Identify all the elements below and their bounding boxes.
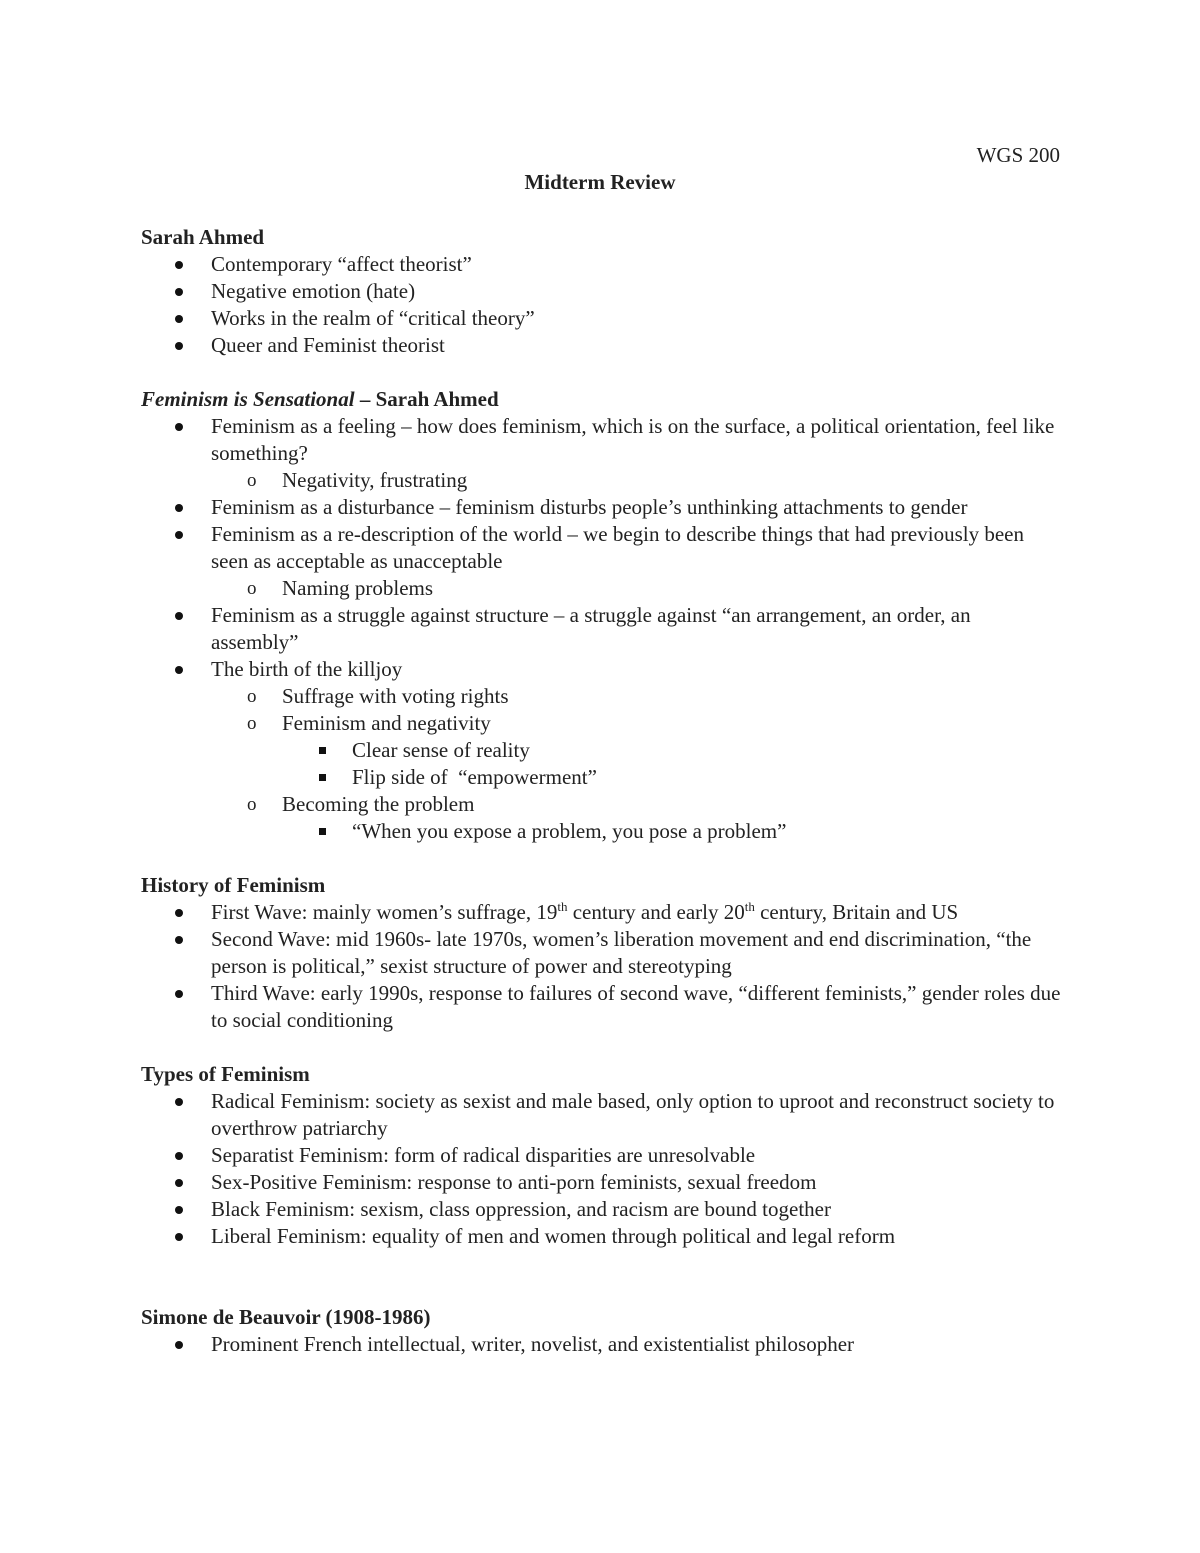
sub-list-item [141,575,1061,602]
bullet-icon [175,1341,183,1349]
list-item-text: Separatist Feminism: form of radical disparities are unresolvable [211,1143,756,1167]
list-item-text: The birth of the killjoy [211,657,403,681]
bullet-icon [175,612,183,620]
circle-bullet-icon: o [247,686,257,707]
bullet-icon [175,531,183,539]
heading-author: – Sarah Ahmed [354,387,499,411]
bullet-icon [175,936,183,944]
list-item-text: Becoming the problem [282,792,475,816]
list-item-text: Prominent French intellectual, writer, novelist, and existentialist philosopher [211,1332,855,1356]
list-item-text: Negativity, frustrating [282,468,468,492]
course-code: WGS 200 [976,143,1060,167]
square-bullet-icon [319,747,326,754]
list-item-text: Works in the realm of “critical theory” [211,306,535,330]
text-run: century and early 20 [567,900,745,924]
section-heading-simone-de-beauvoir: Simone de Beauvoir (1908-1986) [141,1305,431,1329]
bullet-icon [175,504,183,512]
sub-list-item [141,791,1061,818]
bullet-icon [175,666,183,674]
list-item [141,1196,1061,1223]
list-item-text: Contemporary “affect theorist” [211,252,472,276]
sub-list-item [141,683,1061,710]
list-item [141,1331,1061,1358]
square-bullet-icon [319,774,326,781]
section-heading-feminism-is-sensational [141,386,1061,413]
bullet-icon [175,990,183,998]
list-item [141,521,1061,575]
bullet-icon [175,1098,183,1106]
bullet-list [141,413,1061,845]
list-item-text: Sex-Positive Feminism: response to anti-porn feminists, sexual freedom [211,1170,817,1194]
list-item [141,1088,1061,1142]
circle-bullet-icon: o [247,713,257,734]
list-item [141,1169,1061,1196]
book-title: Feminism is Sensational [141,387,355,411]
list-item [141,494,1061,521]
bullet-list [141,1331,1061,1358]
bullet-icon [175,1206,183,1214]
bullet-icon [175,1179,183,1187]
superscript: th [557,899,568,914]
superscript: th [744,899,755,914]
document-body [141,224,1061,1358]
section-heading-sarah-ahmed: Sarah Ahmed [141,225,265,249]
list-item-text: Naming problems [282,576,434,600]
list-item [141,251,1061,278]
bullet-icon [175,261,183,269]
document-title: Midterm Review [524,170,676,194]
square-bullet-icon [319,828,326,835]
section-heading-history-of-feminism: History of Feminism [141,873,326,897]
bullet-icon [175,315,183,323]
circle-bullet-icon: o [247,794,257,815]
sub-sub-list-item [141,818,1061,845]
list-item [141,332,1061,359]
list-item [141,413,1061,467]
list-item-text: Suffrage with voting rights [282,684,509,708]
list-item-text: Flip side of “empowerment” [352,765,597,789]
list-item-text: Clear sense of reality [352,738,530,762]
text-run: First Wave: mainly women’s suffrage, 19 [211,900,558,924]
bullet-icon [175,909,183,917]
list-item-text [211,900,958,924]
bullet-icon [175,423,183,431]
list-item-text: Third Wave: early 1990s, response to failures of second wave, “different feminists,” gender roles due to social conditioning [211,981,1061,1032]
list-item-text: Feminism as a feeling – how does feminism, which is on the surface, a political orientation, feel like something? [211,414,1055,465]
list-item [141,1223,1061,1250]
list-item [141,602,1061,656]
text-run: century, Britain and US [754,900,959,924]
circle-bullet-icon: o [247,470,257,491]
spacer [141,845,1061,872]
section-heading-types-of-feminism: Types of Feminism [141,1062,310,1086]
list-item-text: Black Feminism: sexism, class oppression, and racism are bound together [211,1197,831,1221]
list-item [141,926,1061,980]
spacer [141,1034,1061,1061]
list-item-text: Feminism as a struggle against structure – a struggle against “an arrangement, an order, an assembly” [211,603,971,654]
list-item [141,980,1061,1034]
bullet-icon [175,288,183,296]
bullet-list [141,1088,1061,1250]
sub-sub-list-item [141,737,1061,764]
bullet-icon [175,1152,183,1160]
list-item-text: Feminism as a re-description of the world – we begin to describe things that had previously been seen as acceptable as unacceptable [211,522,1024,573]
list-item-text: Second Wave: mid 1960s- late 1970s, women’s liberation movement and end discrimination, “the person is political,” sexist structure of power and stereotyping [211,927,1032,978]
list-item [141,899,1061,926]
sub-list-item [141,467,1061,494]
list-item-text: Feminism as a disturbance – feminism disturbs people’s unthinking attachments to gender [211,495,968,519]
list-item-text: Liberal Feminism: equality of men and women through political and legal reform [211,1224,896,1248]
bullet-icon [175,1233,183,1241]
list-item [141,278,1061,305]
sub-list-item [141,710,1061,737]
list-item-text: Queer and Feminist theorist [211,333,445,357]
sub-sub-list-item [141,764,1061,791]
list-item [141,305,1061,332]
bullet-list [141,899,1061,1034]
list-item-text: Feminism and negativity [282,711,491,735]
bullet-icon [175,342,183,350]
list-item [141,656,1061,683]
list-item [141,1142,1061,1169]
bullet-list [141,251,1061,359]
list-item-text: “When you expose a problem, you pose a problem” [352,819,787,843]
circle-bullet-icon: o [247,578,257,599]
list-item-text: Negative emotion (hate) [211,279,416,303]
list-item-text: Radical Feminism: society as sexist and male based, only option to uproot and reconstruct society to overthrow patriarchy [211,1089,1055,1140]
spacer [141,1250,1061,1304]
spacer [141,359,1061,386]
